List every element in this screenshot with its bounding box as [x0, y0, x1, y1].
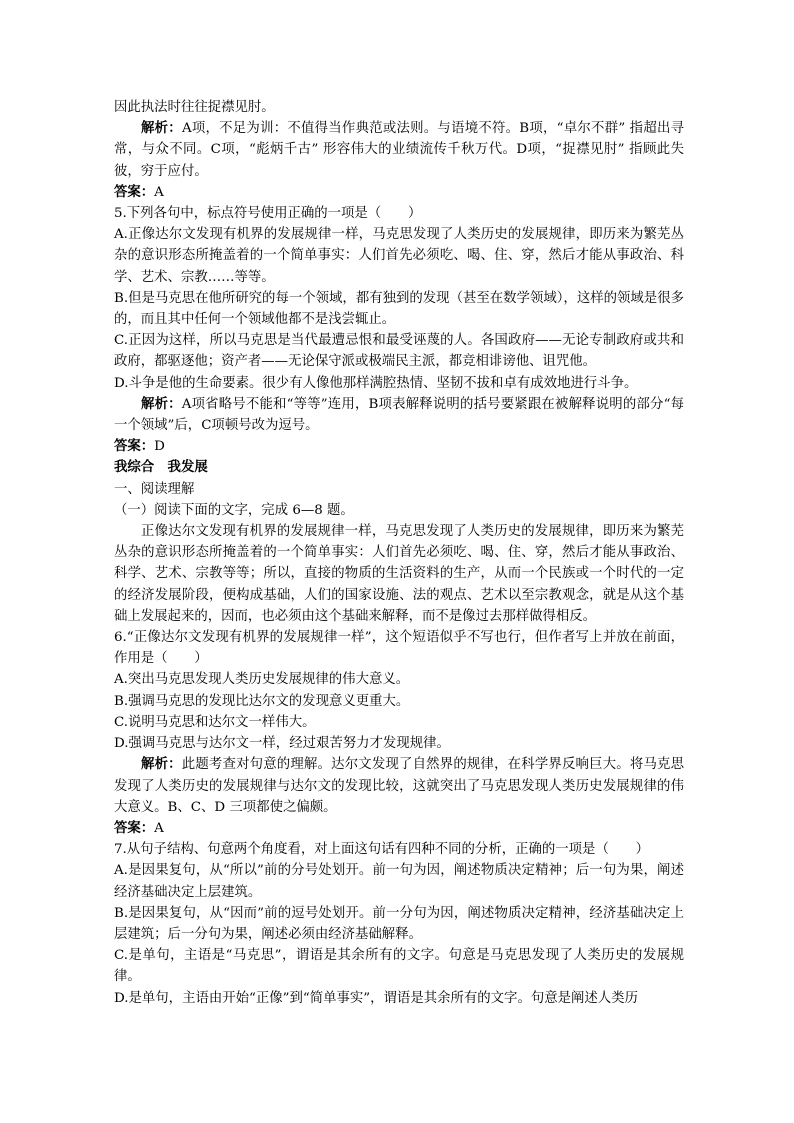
answer-value: A: [154, 820, 164, 836]
section-title: 我综合 我发展: [114, 459, 208, 476]
text-line: 因此执法时往往捉襟见肘。: [114, 100, 275, 115]
question-7-option-b: B.是因果复句，从“因而”前的逗号处划开。前一分句为因，阐述物质决定精神，经济基础决定上层建筑；后一分句为果，阐述必须由经济基础解释。: [114, 905, 684, 942]
question-6-option-a: A.突出马克思发现人类历史发展规律的伟大意义。: [114, 672, 410, 688]
answer-value: A: [154, 184, 164, 200]
question-6-stem: 6.“正像达尔文发现有机界的发展规律一样”，这个短语似乎不写也行，但作者写上并放在前面，作用是（ ）: [114, 630, 684, 667]
question-5-option-b: B.但是马克思在他所研究的每一个领域，都有独到的发现（甚至在数学领域），这样的领域是很多的，而且其中任何一个领域他都不是浅尝辄止。: [114, 290, 684, 328]
explanation-label: 解析：: [141, 120, 182, 137]
answer-label: 答案：: [114, 183, 155, 200]
question-7-stem: 7.从句子结构、句意两个角度看，对上面这句话有四种不同的分析，正确的一项是（ ）: [114, 842, 650, 858]
reading-instruction: （一）阅读下面的文字，完成 6—8 题。: [114, 502, 354, 518]
question-7-option-c: C.是单句，主语是“马克思”，谓语是其余所有的文字。句意是马克思发现了人类历史的发展规律。: [114, 948, 684, 985]
explanation-label: 解析：: [141, 756, 182, 773]
answer-label: 答案：: [114, 819, 155, 836]
section-subtitle: 一、阅读理解: [114, 481, 195, 497]
question-5-option-d: D.斗争是他的生命要素。很少有人像他那样满腔热情、坚韧不拔和卓有成效地进行斗争。: [114, 375, 638, 391]
explanation-q6: [114, 754, 684, 818]
reading-passage: 正像达尔文发现有机界的发展规律一样，马克思发现了人类历史的发展规律，即历来为繁芜丛杂的意识形态所掩盖着的一个简单事实：人们首先必须吃、喝、住、穿，然后才能从事政治、科学、艺术、宗教等等；所以，直接的物质的生活资料的生产，从而一个民族或一个时代的一定的经济发展阶段，便构成基础，人们的国家设施、法的观点、艺术以至宗教观念，就是从这个基础上发展起来的，因而，也必须由这个基础来解释，而不是像过去那样做得相反。: [114, 524, 684, 624]
explanation-q5: [114, 394, 684, 436]
question-7-option-a: A.是因果复句，从“所以”前的分号处划开。前一句为因，阐述物质决定精神；后一句为果，阐述经济基础决定上层建筑。: [114, 863, 684, 900]
question-5-option-c: C.正因为这样，所以马克思是当代最遭忌恨和最受诬蔑的人。各国政府——无论专制政府或共和政府，都驱逐他；资产者——无论保守派或极端民主派，都竞相诽谤他、诅咒他。: [114, 333, 684, 370]
question-5-option-a: A.正像达尔文发现有机界的发展规律一样，马克思发现了人类历史的发展规律，即历来为繁芜丛杂的意识形态所掩盖着的一个简单事实：人们首先必须吃、喝、住、穿，然后才能从事政治、科学、艺术、宗教……等等。: [114, 227, 684, 285]
explanation-text: A项，不足为训：不值得当作典范或法则。与语境不符。B项，“卓尔不群” 指超出寻常，与众不同。C项，“彪炳千古” 形容伟大的业绩流传千秋万代。D项，“捉襟见肘” 指顾此失彼，穷于应付。: [114, 121, 684, 179]
question-7-option-d: D.是单句，主语由开始“正像”到“简单事实”，谓语是其余所有的文字。句意是阐述人类历: [114, 990, 638, 1006]
answer-q4: [114, 182, 684, 203]
question-6-option-d: D.强调马克思与达尔文一样，经过艰苦努力才发现规律。: [114, 736, 450, 752]
answer-q6: [114, 818, 684, 839]
answer-value: D: [154, 439, 165, 455]
explanation-label: 解析：: [141, 395, 182, 412]
question-6-option-b: B.强调马克思的发现比达尔文的发现意义更重大。: [114, 693, 410, 709]
answer-q5: [114, 436, 684, 457]
explanation-text: A项省略号不能和“等等”连用，B项表解释说明的括号要紧跟在被解释说明的部分“每一个领域”后，C项顿号改为逗号。: [114, 396, 685, 434]
explanation-text: 此题考查对句意的理解。达尔文发现了自然界的规律，在科学界反响巨大。将马克思发现了人类历史的发展规律与达尔文的发现比较，这就突出了马克思发现人类历史发展规律的伟大意义。B、C、D 三项都使之偏颇。: [114, 757, 685, 815]
document-body: [114, 97, 684, 1009]
answer-label: 答案：: [114, 438, 155, 455]
explanation-q4: [114, 118, 684, 182]
question-5-stem: 5.下列各句中，标点符号使用正确的一项是（ ）: [114, 206, 422, 222]
question-6-option-c: C.说明马克思和达尔文一样伟大。: [114, 714, 316, 730]
